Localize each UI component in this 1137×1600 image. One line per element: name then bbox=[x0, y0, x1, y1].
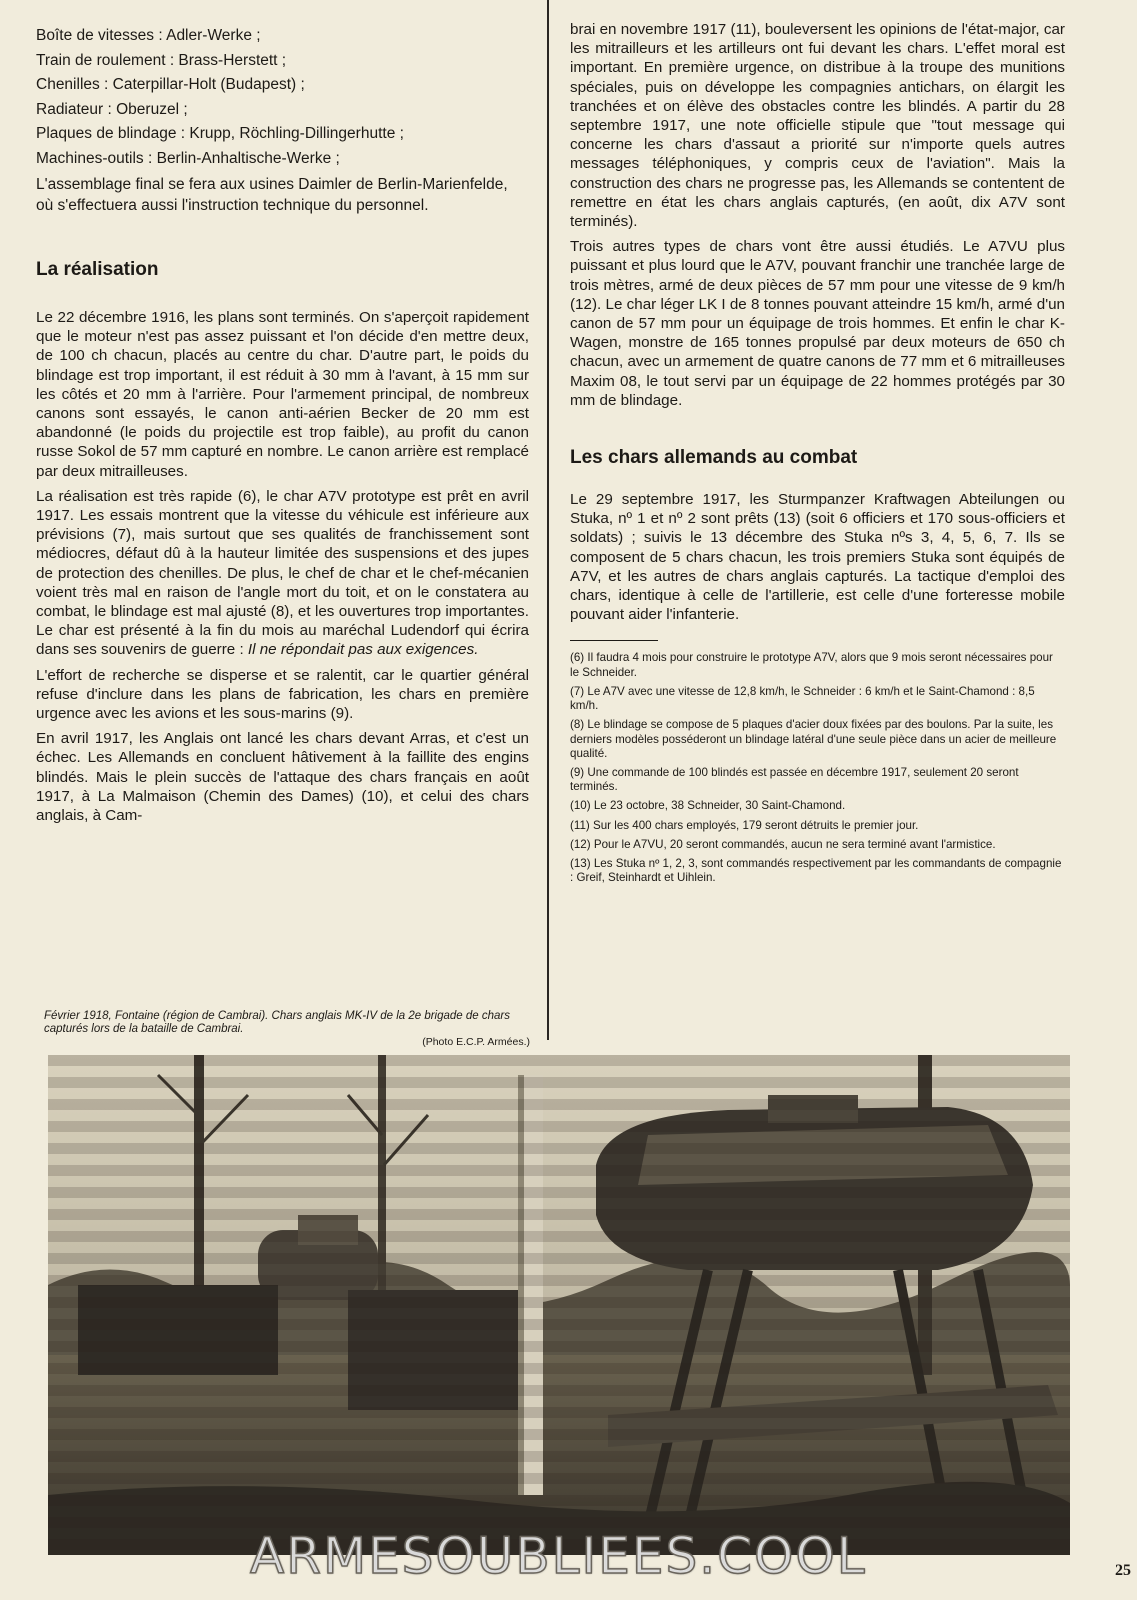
supplier-list bbox=[36, 24, 529, 216]
photo-caption bbox=[44, 1010, 530, 1049]
paragraph: Le 22 décembre 1916, les plans sont terminés. On s'aperçoit rapidement que le moteur n'est pas assez puissant et l'on décide d'en mettre deux, de 100 ch chacun, placés au centre du char. D'autre part, le poids du blindage est trop important, il est réduit à 30 mm à l'avant, à 15 mm sur les côtés et 20 mm à l'arrière. Pour l'armement principal, de nombreux canons sont essayés, le canon anti-aérien Becker de 20 mm est abandonné (le poids du projectile est trop faible), au profit du canon russe Sokol de 57 mm capturé en nombre. Le canon arrière est remplacé par deux mitrailleuses. bbox=[36, 309, 530, 480]
page-number: 25 bbox=[1115, 1562, 1131, 1579]
paragraph: Trois autres types de chars vont être aussi étudiés. Le A7VU plus puissant et plus lourd que le A7V, pouvant franchir une tranchée large de trois mètres, armé de deux pièces de 57 mm pour une vitesse de 9 km/h (12). Le char léger LK I de 8 tonnes pouvant atteindre 15 km/h, armé d'un canon de 57 mm pour un équipage de trois hommes. Et enfin le char K-Wagen, monstre de 165 tonnes propulsé par deux moteurs de 650 ch chacun, avec un armement de quatre canons de 77 mm et 6 mitrailleuses Maxim 08, le tout servi par un équipage de 22 hommes protégés par 30 mm de blindage. bbox=[570, 238, 1065, 409]
footnote: (10) Le 23 octobre, 38 Schneider, 30 Saint-Chamond. bbox=[570, 799, 846, 813]
tank-photo bbox=[48, 1055, 1070, 1555]
realisation-body bbox=[36, 308, 529, 825]
paragraph bbox=[36, 487, 529, 660]
footnote: (11) Sur les 400 chars employés, 179 seront détruits le premier jour. bbox=[570, 818, 919, 832]
footnote: (7) Le A7V avec une vitesse de 12,8 km/h, le Schneider : 6 km/h et le Saint-Chamond : 8,5 km/h. bbox=[570, 684, 1035, 713]
spec-line: Train de roulement : Brass-Herstett ; bbox=[36, 51, 287, 69]
section-title-combat: Les chars allemands au combat bbox=[570, 447, 858, 469]
combat-body bbox=[570, 490, 1065, 624]
paragraph: L'effort de recherche se disperse et se ralentit, car le quartier général refuse d'inclure dans les plans de fabrication, les chars en première urgence avec les avions et les sous-marins (9). bbox=[36, 666, 529, 723]
footnote: (12) Pour le A7VU, 20 seront commandés, aucun ne sera terminé avant l'armistice. bbox=[570, 837, 996, 851]
tank-photo-illustration bbox=[48, 1055, 1070, 1555]
section-title-realisation: La réalisation bbox=[36, 259, 159, 280]
right-body bbox=[570, 20, 1065, 410]
footnote: (13) Les Stuka nº 1, 2, 3, sont commandés respectivement par les commandants de compagnie : Greif, Steinhardt et Uihlein. bbox=[570, 856, 1062, 885]
right-column bbox=[570, 20, 1065, 885]
footnotes bbox=[570, 651, 1065, 885]
photo-credit: (Photo E.C.P. Armées.) bbox=[422, 1036, 530, 1048]
footnote: (8) Le blindage se compose de 5 plaques d'acier doux fixées par des boulons. Par la suite, les derniers modèles posséderont un blindage latéral d'une seule pièce dans un acier de meilleure qualité. bbox=[570, 718, 1057, 760]
spec-line: Radiateur : Oberuzel ; bbox=[36, 100, 188, 118]
footnote-rule bbox=[570, 640, 658, 641]
paragraph: En avril 1917, les Anglais ont lancé les chars devant Arras, et c'est un échec. Les Allemands en concluent hâtivement à la faillite des engins blindés. Mais le plein succès de l'attaque des chars français en août 1917, à La Malmaison (Chemin des Dames) (10), et celui des chars anglais, à Cam- bbox=[36, 730, 529, 825]
footnote: (9) Une commande de 100 blindés est passée en décembre 1917, seulement 20 seront terminés. bbox=[570, 765, 1019, 794]
paragraph: brai en novembre 1917 (11), bouleversent les opinions de l'état-major, car les mitrailleurs et les artilleurs ont fui devant les chars. L'effet moral est important. En première urgence, on distribue à la troupe des munitions spéciales, puis on développe les compagnies antichars, on élargit les tranchées et on élève des obstacles contre les blindés. A partir du 28 septembre 1917, une note officielle stipule que "tout message qui concerne les chars d'assaut a priorité sur n'importe quels autres messages téléphoniques, y compris ceux de l'aviation". Mais la construction des chars ne progresse pas, les Allemands se contentent de remettre en état les chars anglais capturés, (en août, dix A7V sont terminés). bbox=[570, 21, 1065, 231]
watermark: ARMESOUBLIEES.COOL bbox=[250, 1527, 867, 1585]
spec-line: Boîte de vitesses : Adler-Werke ; bbox=[36, 27, 261, 44]
paragraph: Le 29 septembre 1917, les Sturmpanzer Kraftwagen Abteilungen ou Stuka, nº 1 et nº 2 sont prêts (13) (soit 6 officiers et 170 sous-officiers et soldats) ; suivis le 13 décembre des Stuka nºs 3, 4, 5, 6, 7. Ils se composent de 5 chars chacun, les trois premiers Stuka sont équipés de A7V, et les autres de chars anglais capturés. La tactique d'emploi des chars, identique à celle de l'artillerie, est celle d'une forteresse mobile pouvant aider l'infanterie. bbox=[570, 491, 1065, 624]
ludendorf-quote: Il ne répondait pas aux exigences. bbox=[247, 641, 479, 659]
spec-line: Machines-outils : Berlin-Anhaltische-Werke ; bbox=[36, 149, 340, 167]
spec-line: Chenilles : Caterpillar-Holt (Budapest) ; bbox=[36, 76, 305, 93]
column-divider bbox=[547, 0, 549, 1040]
assembly-paragraph: L'assemblage final se fera aux usines Daimler de Berlin-Marienfelde, où s'effectuera aussi l'instruction technique du personnel. bbox=[36, 176, 508, 214]
footnote: (6) Il faudra 4 mois pour construire le prototype A7V, alors que 9 mois seront nécessaires pour le Schneider. bbox=[570, 651, 1053, 679]
spec-line: Plaques de blindage : Krupp, Röchling-Dillingerhutte ; bbox=[36, 125, 404, 142]
paragraph-text: La réalisation est très rapide (6), le char A7V prototype est prêt en avril 1917. Les essais montrent que la vitesse du véhicule est inférieure aux prévisions (7), mais surtout que ses qualités de franchissement sont médiocres, défaut dû à la hauteur limitée des suspensions et des jupes de protection des chenilles. De plus, le chef de char et le chef-mécanien voient très mal en raison de l'angle mort du toit, et on le constatera au combat, le blindage est mal ajusté (8), et les ouvertures trop importantes. Le char est présenté à la fin du mois au maréchal Ludendorf qui écrira dans ses souvenirs de guerre : bbox=[36, 487, 529, 659]
left-column bbox=[36, 24, 529, 825]
caption-text: Février 1918, Fontaine (région de Cambrai). Chars anglais MK-IV de la 2e brigade de chars capturés lors de la bataille de Cambrai. bbox=[44, 1010, 510, 1035]
